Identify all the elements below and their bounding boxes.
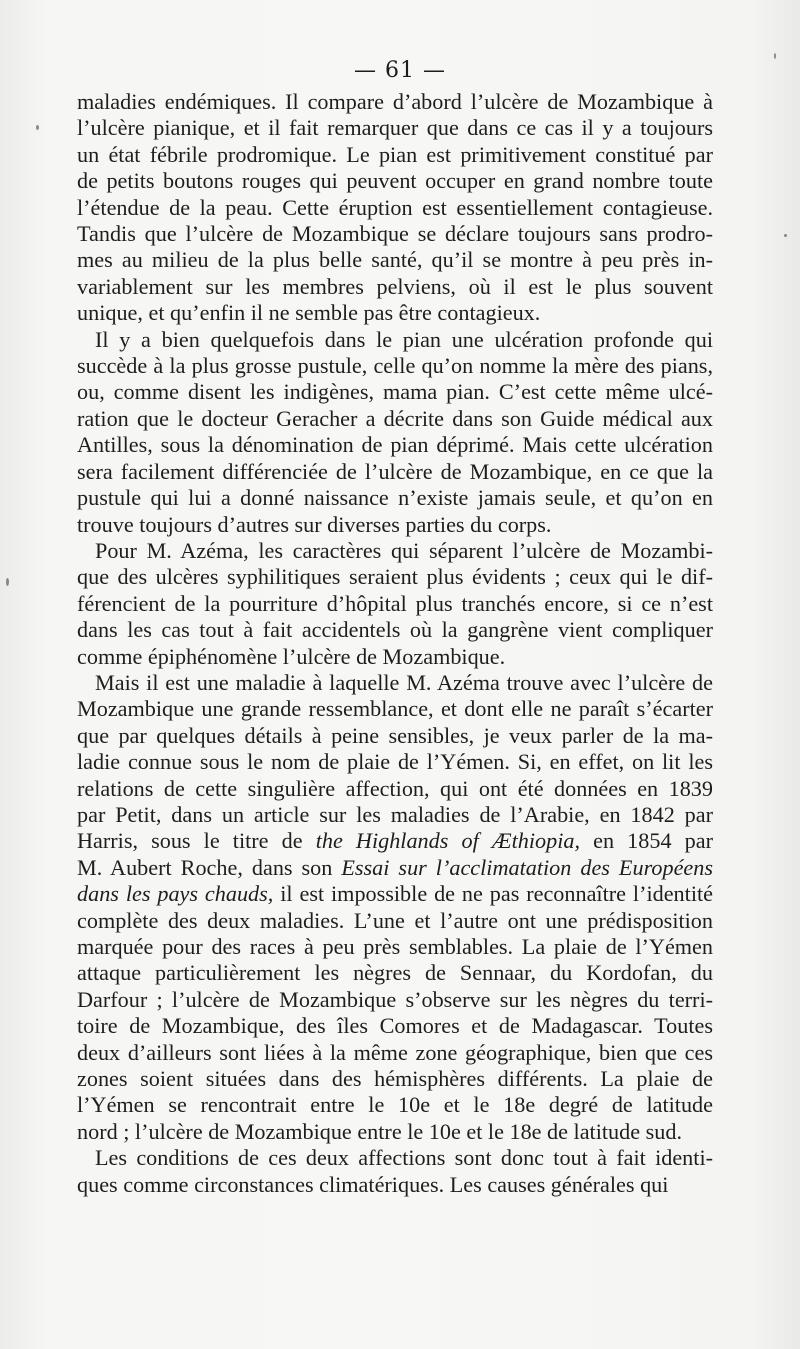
- text-line: [77, 564, 713, 590]
- text-line: [77, 406, 713, 432]
- text-segment: relations de cette singulière affection, qui ont été données en 1839: [77, 775, 713, 801]
- paragraph: [77, 327, 713, 538]
- text-line: [77, 617, 713, 643]
- text-segment: dans les cas tout à fait accidentels où la gangrène vient compliquer: [77, 617, 713, 643]
- text-segment: l’Yémen se rencontrait entre le 10e et le 18e degré de latitude: [77, 1092, 713, 1118]
- text-segment: maladies endémiques. Il compare d’abord l’ulcère de Mozambique à: [77, 89, 713, 114]
- paper-speck: [774, 53, 776, 59]
- text-segment: mes au milieu de la plus belle santé, qu’il se montre à peu près in-: [77, 247, 713, 273]
- text-segment: Essai sur l’acclimatation des Européens: [341, 854, 713, 880]
- text-line: [77, 591, 713, 617]
- text-line: [77, 432, 713, 458]
- text-line: [77, 1119, 713, 1145]
- text-line: [77, 115, 713, 141]
- text-line: [77, 274, 713, 300]
- text-line: [77, 379, 713, 405]
- text-segment: trouve toujours d’autres sur diverses parties du corps.: [77, 511, 552, 537]
- text-segment: succède à la plus grosse pustule, celle qu’on nomme la mère des pians,: [77, 353, 713, 379]
- text-line: [77, 908, 713, 934]
- text-segment: Tandis que l’ulcère de Mozambique se déclare toujours sans prodro-: [77, 221, 713, 247]
- text-segment: Harris, sous le titre de: [77, 828, 316, 854]
- text-segment: M. Aubert Roche, dans son: [77, 854, 342, 880]
- text-segment: marquée pour des races à peu près semblables. La plaie de l’Yémen: [77, 934, 713, 959]
- text-line: [77, 749, 713, 775]
- text-line: [77, 1013, 713, 1039]
- text-line: [77, 327, 713, 353]
- text-segment: complète des deux maladies. L’une et l’autre ont une prédisposition: [77, 907, 713, 933]
- text-segment: un état fébrile prodromique. Le pian est primitivement constitué par: [77, 141, 713, 167]
- text-segment: variablement sur les membres pelviens, où il est le plus souvent: [77, 273, 713, 299]
- text-segment: Darfour ; l’ulcère de Mozambique s’observe sur les nègres du terri-: [77, 986, 713, 1012]
- text-line: [77, 696, 713, 722]
- text-line: [77, 1145, 713, 1171]
- text-line: [77, 1040, 713, 1066]
- text-line: [77, 828, 713, 854]
- text-line: [77, 300, 713, 326]
- text-line: [77, 89, 713, 115]
- paper-speck: [36, 125, 39, 130]
- text-segment: attaque particulièrement les nègres de Sennaar, du Kordofan, du: [77, 960, 713, 986]
- text-line: [77, 512, 713, 538]
- text-segment: unique, et qu’enfin il ne semble pas être contagieux.: [77, 300, 541, 326]
- text-line: [77, 776, 713, 802]
- text-line: [77, 247, 713, 273]
- text-segment: pustule qui lui a donné naissance n’existe jamais seule, et qu’on en: [77, 485, 713, 511]
- paragraph: [77, 670, 713, 1145]
- text-line: [77, 538, 713, 564]
- text-line: [77, 1172, 713, 1198]
- paragraph: [77, 89, 713, 327]
- text-segment: sera facilement différenciée de l’ulcère de Mozambique, en ce que la: [77, 458, 713, 484]
- text-segment: en 1854 par: [580, 828, 713, 854]
- text-segment: férencient de la pourriture d’hôpital plus tranchés encore, si ce n’est: [77, 590, 713, 616]
- text-line: [77, 195, 713, 221]
- text-segment: zones soient situées dans des hémisphères différents. La plaie de: [77, 1066, 713, 1092]
- body-text: [77, 89, 713, 1198]
- text-line: [77, 881, 713, 907]
- text-segment: the Highlands of Æthiopia,: [315, 828, 581, 854]
- text-segment: nord ; l’ulcère de Mozambique entre le 10e et le 18e de latitude sud.: [77, 1118, 682, 1144]
- text-line: [77, 1092, 713, 1118]
- text-segment: ration que le docteur Geracher a décrite dans son Guide médical aux: [77, 405, 713, 431]
- text-segment: l’étendue de la peau. Cette éruption est essentiellement contagieuse.: [77, 194, 713, 220]
- text-segment: il est impossible de ne pas reconnaître l’identité: [273, 881, 713, 907]
- text-line: [77, 353, 713, 379]
- text-segment: Mozambique une grande ressemblance, et dont elle ne paraît s’écarter: [77, 696, 713, 722]
- text-line: [77, 1066, 713, 1092]
- text-line: [77, 802, 713, 828]
- text-segment: ladie connue sous le nom de plaie de l’Yémen. Si, en effet, on lit les: [77, 749, 713, 775]
- text-segment: que par quelques détails à peine sensibles, je veux parler de la ma-: [77, 722, 713, 748]
- text-line: [77, 168, 713, 194]
- paper-speck: [6, 578, 9, 586]
- text-segment: ques comme circonstances climatériques. Les causes générales qui: [77, 1171, 669, 1197]
- page-number: — 61 —: [354, 58, 446, 83]
- text-segment: que des ulcères syphilitiques seraient plus évidents ; ceux qui le dif-: [77, 564, 713, 590]
- text-line: [77, 142, 713, 168]
- text-line: [77, 723, 713, 749]
- text-segment: par Petit, dans un article sur les maladies de l’Arabie, en 1842 par: [77, 801, 713, 827]
- text-segment: de petits boutons rouges qui peuvent occuper en grand nombre toute: [77, 168, 713, 194]
- text-line: [77, 459, 713, 485]
- text-line: [77, 485, 713, 511]
- text-segment: deux d’ailleurs sont liées à la même zone géographique, bien que ces: [77, 1039, 713, 1065]
- text-line: [77, 221, 713, 247]
- text-segment: dans les pays chauds,: [77, 881, 274, 907]
- text-segment: Les conditions de ces deux affections sont donc tout à fait identi-: [95, 1145, 713, 1171]
- text-segment: Mais il est une maladie à laquelle M. Azéma trouve avec l’ulcère de: [95, 669, 713, 695]
- paper-speck: [784, 234, 787, 237]
- text-line: [77, 934, 713, 960]
- text-segment: toire de Mozambique, des îles Comores et de Madagascar. Toutes: [77, 1013, 713, 1039]
- text-line: [77, 960, 713, 986]
- paragraph: [77, 1145, 713, 1198]
- text-segment: Il y a bien quelquefois dans le pian une ulcération profonde qui: [95, 326, 713, 352]
- text-segment: comme épiphénomène l’ulcère de Mozambique.: [77, 643, 506, 669]
- paragraph: [77, 538, 713, 670]
- text-segment: ou, comme disent les indigènes, mama pian. C’est cette même ulcé-: [77, 379, 713, 405]
- text-segment: Antilles, sous la dénomination de pian déprimé. Mais cette ulcération: [77, 432, 713, 458]
- text-line: [77, 670, 713, 696]
- text-segment: Pour M. Azéma, les caractères qui séparent l’ulcère de Mozambi-: [95, 537, 713, 563]
- text-line: [77, 644, 713, 670]
- text-line: [77, 987, 713, 1013]
- text-segment: l’ulcère pianique, et il fait remarquer que dans ce cas il y a toujours: [77, 115, 713, 141]
- text-line: [77, 855, 713, 881]
